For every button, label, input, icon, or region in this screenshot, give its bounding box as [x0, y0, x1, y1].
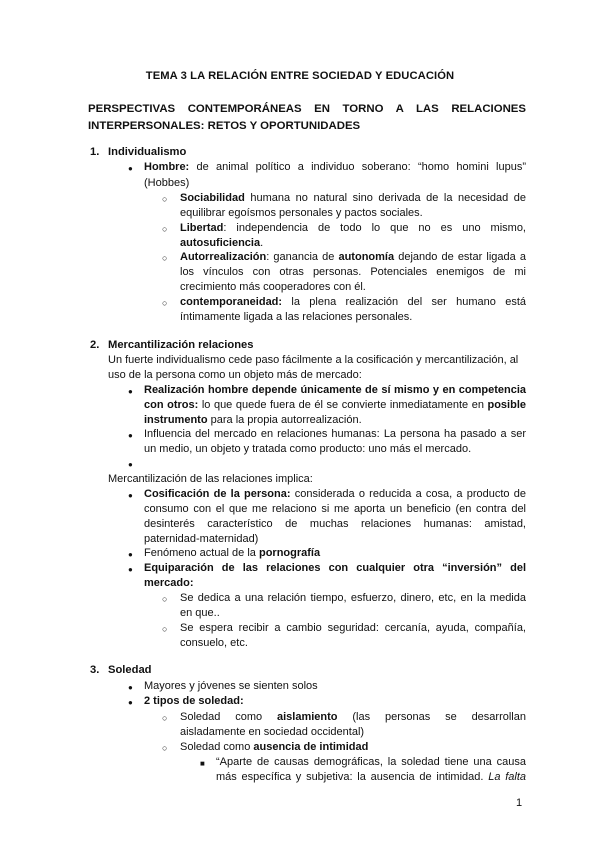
- section-heading: Individualismo: [108, 146, 187, 158]
- paragraph-line: más específica y subjetiva: la ausencia de intimidad. La falta: [216, 771, 526, 783]
- section-number: 1.: [90, 146, 100, 158]
- paragraph-line: consuelo, etc.: [180, 637, 248, 649]
- paragraph-line: Un fuerte individualismo cede paso fácilmente a la cosificación y mercantilización, al: [108, 354, 519, 366]
- section-number: 2.: [90, 339, 100, 351]
- circle-bullet-icon: ○: [162, 253, 168, 263]
- paragraph-line: los vínculos con otras personas. Potenciales enemigos de mi: [180, 266, 526, 278]
- paragraph-line: crecimiento más cooperadores con él.: [180, 281, 366, 293]
- circle-bullet-icon: ○: [162, 594, 168, 604]
- paragraph-line: equilibrar egoísmos personales y pactos sociales.: [180, 207, 423, 219]
- circle-bullet-icon: ○: [162, 713, 168, 723]
- paragraph-line: desinterés característico de muchas relaciones humanas: amistad,: [144, 518, 526, 530]
- paragraph-line: Libertad: independencia de todo lo que no es uno mismo,: [180, 222, 526, 234]
- paragraph-line: Se espera recibir a cambio seguridad: cercanía, ayuda, compañía,: [180, 622, 526, 634]
- circle-bullet-icon: ○: [162, 298, 168, 308]
- bullet-icon: ●: [128, 698, 133, 707]
- square-bullet-icon: ■: [200, 759, 205, 768]
- paragraph-line: Mercantilización de las relaciones implica:: [108, 473, 313, 485]
- bullet-icon: ●: [128, 460, 133, 469]
- paragraph-line: paternidad-maternidad): [144, 533, 259, 545]
- paragraph-line: 2 tipos de soledad:: [144, 695, 244, 707]
- bullet-icon: ●: [128, 565, 133, 574]
- paragraph-line: Mayores y jóvenes se sienten solos: [144, 680, 318, 692]
- bullet-icon: ●: [128, 387, 133, 396]
- paragraph-line: Se dedica a una relación tiempo, esfuerzo, dinero, etc, en la medida: [180, 592, 526, 604]
- paragraph-line: Soledad como ausencia de intimidad: [180, 741, 369, 753]
- paragraph-line: consumo con el que me relaciono si me aporta un beneficio (en contra del: [144, 503, 526, 515]
- circle-bullet-icon: ○: [162, 743, 168, 753]
- paragraph-line: un medio, un objeto y tratada como producto: uno más el mercado.: [144, 443, 472, 455]
- paragraph-line: (Hobbes): [144, 177, 190, 189]
- paragraph-line: Soledad como aislamiento (las personas se desarrollan: [180, 711, 526, 723]
- bullet-icon: ●: [128, 683, 133, 692]
- paragraph-line: Sociabilidad humana no natural sino derivada de la necesidad de: [180, 192, 526, 204]
- bullet-icon: ●: [128, 491, 133, 500]
- circle-bullet-icon: ○: [162, 194, 168, 204]
- paragraph-line: Realización hombre depende únicamente de sí mismo y en competencia: [144, 384, 526, 396]
- paragraph-line: contemporaneidad: la plena realización del ser humano está: [180, 296, 526, 308]
- paragraph-line: Equiparación de las relaciones con cualquier otra “inversión” del: [144, 562, 526, 574]
- paragraph-line: “Aparte de causas demográficas, la soledad tiene una causa: [216, 756, 526, 768]
- paragraph-line: Influencia del mercado en relaciones humanas: La persona ha pasado a ser: [144, 428, 526, 440]
- paragraph-line: con otros: lo que quede fuera de él se convierte inmediatamente en posible: [144, 399, 526, 411]
- paragraph-line: uso de la persona como un objeto más de mercado:: [108, 369, 362, 381]
- section-number: 3.: [90, 664, 100, 676]
- section-heading: Mercantilización relaciones: [108, 339, 254, 351]
- document-title: TEMA 3 LA RELACIÓN ENTRE SOCIEDAD Y EDUCACIÓN: [145, 70, 455, 82]
- bullet-icon: ●: [128, 164, 133, 173]
- paragraph-line: Cosificación de la persona: considerada o reducida a cosa, a producto de: [144, 488, 526, 500]
- paragraph-line: autosuficiencia.: [180, 237, 264, 249]
- circle-bullet-icon: ○: [162, 624, 168, 634]
- paragraph-line: Fenómeno actual de la pornografía: [144, 547, 321, 559]
- paragraph-line: íntimamente ligada a las relaciones personales.: [180, 311, 413, 323]
- section-heading: Soledad: [108, 664, 152, 676]
- bullet-icon: ●: [128, 550, 133, 559]
- paragraph-line: en que..: [180, 607, 220, 619]
- bullet-icon: ●: [128, 431, 133, 440]
- circle-bullet-icon: ○: [162, 224, 168, 234]
- paragraph-line: Autorrealización: ganancia de autonomía dejando de estar ligada a: [180, 251, 526, 263]
- paragraph-line: aisladamente en sociedad occidental): [180, 726, 365, 738]
- paragraph-line: Hombre: de animal político a individuo soberano: “homo homini lupus”: [144, 161, 526, 173]
- paragraph-line: instrumento para la propia autorrealización.: [144, 414, 362, 426]
- document-subtitle: PERSPECTIVAS CONTEMPORÁNEAS EN TORNO A LAS RELACIONES INTERPERSONALES: RETOS Y OPORTUNIDADES: [88, 103, 526, 132]
- paragraph-line: mercado:: [144, 577, 194, 589]
- page-number: 1: [516, 797, 523, 809]
